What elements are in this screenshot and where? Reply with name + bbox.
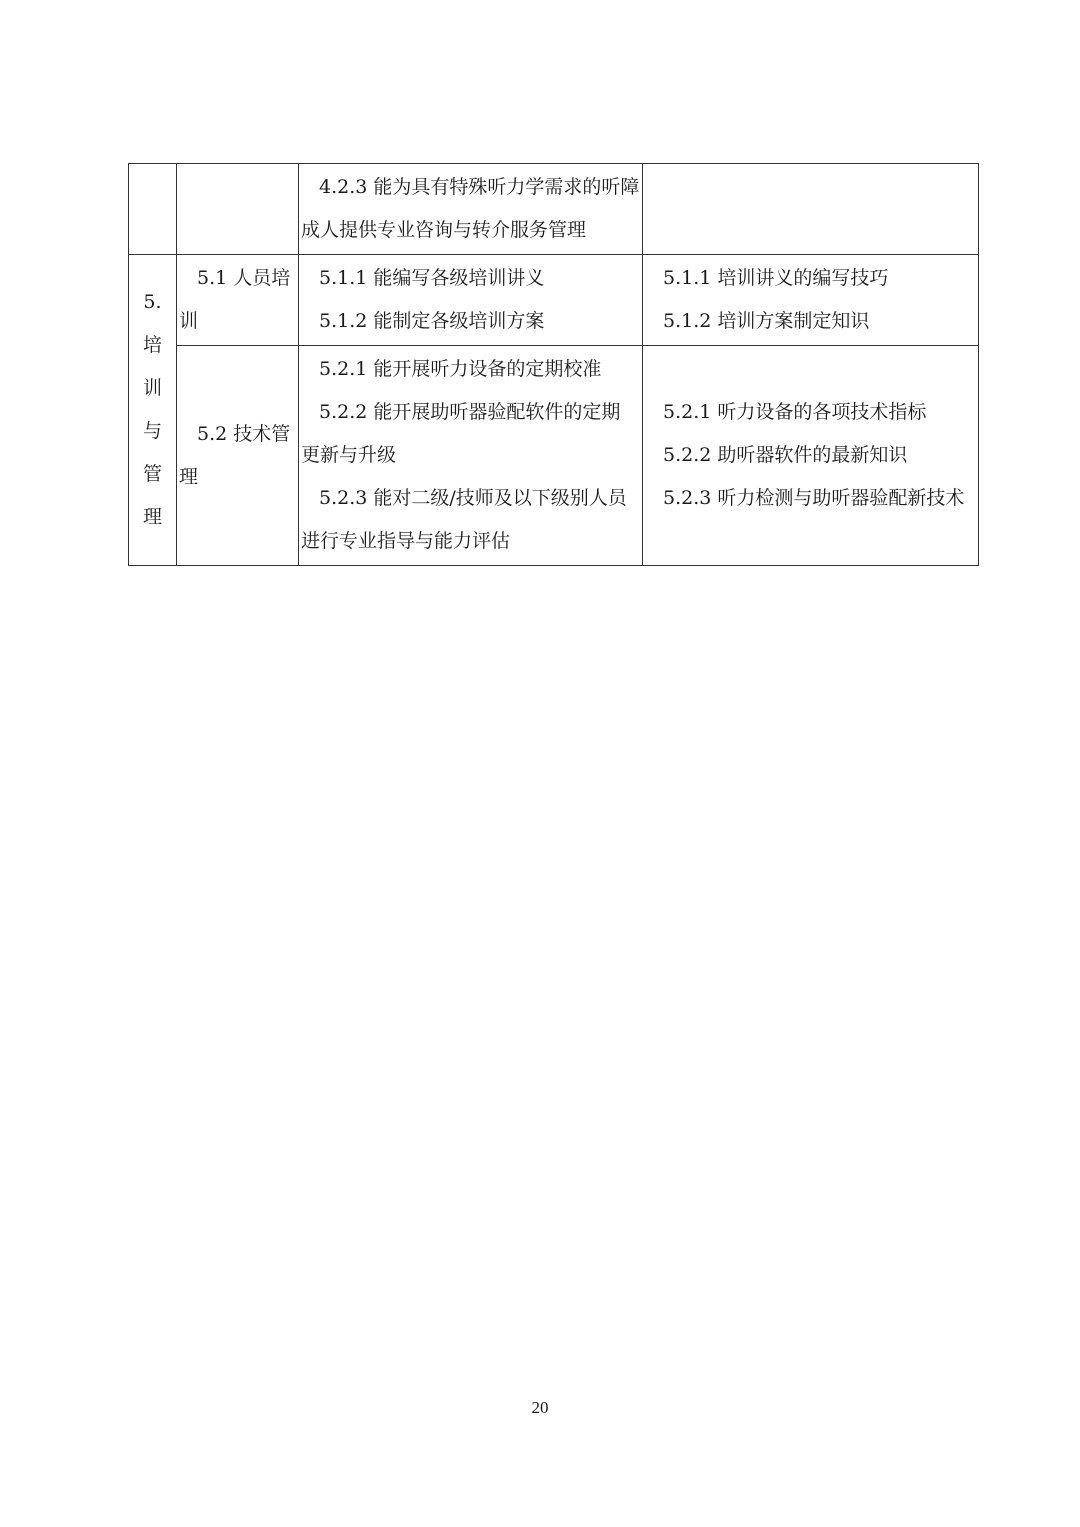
knowledge-text: 5.1.1 培训讲义的编写技巧 (663, 267, 889, 289)
skill-text: 4.2.3 能为具有特殊听力学需求的听障 (319, 176, 640, 198)
skill-cell (299, 164, 643, 255)
item-cell-empty (177, 164, 299, 255)
item-text: 5.1 人员培 (197, 267, 291, 289)
section-char: 理 (142, 506, 162, 528)
table-row (129, 255, 979, 346)
skill-text: 更新与升级 (301, 444, 397, 466)
skill-text: 5.2.2 能开展助听器验配软件的定期 (319, 401, 621, 423)
page-number: 20 (531, 1398, 549, 1417)
skill-text: 成人提供专业咨询与转介服务管理 (301, 219, 587, 241)
knowledge-text: 5.2.3 听力检测与助听器验配新技术 (663, 487, 965, 509)
item-text: 5.2 技术管 (197, 422, 291, 445)
skill-text: 进行专业指导与能力评估 (301, 530, 511, 552)
table-row (129, 164, 979, 255)
skill-text: 5.2.1 能开展听力设备的定期校准 (319, 358, 602, 380)
section-cell-empty (129, 164, 177, 255)
section-char: 培 (142, 334, 162, 356)
skill-text: 5.1.2 能制定各级培训方案 (319, 310, 545, 332)
skills-table (128, 163, 979, 566)
item-cell (177, 255, 299, 346)
skill-text: 5.1.1 能编写各级培训讲义 (319, 267, 545, 289)
item-cell (177, 346, 299, 566)
knowledge-text: 5.2.2 助听器软件的最新知识 (663, 444, 908, 466)
section-char: 5. (143, 291, 162, 313)
skill-cell (299, 346, 643, 566)
knowledge-text: 5.2.1 听力设备的各项技术指标 (663, 401, 927, 423)
section-char: 管 (142, 463, 162, 485)
section-char: 训 (142, 377, 162, 399)
item-text: 理 (179, 465, 199, 488)
knowledge-cell (643, 346, 979, 566)
table-row (129, 346, 979, 566)
knowledge-cell (643, 255, 979, 346)
section-char: 与 (142, 420, 162, 442)
knowledge-text: 5.1.2 培训方案制定知识 (663, 310, 870, 332)
skill-cell (299, 255, 643, 346)
item-text: 训 (179, 310, 199, 332)
knowledge-cell-empty (643, 164, 979, 255)
section-5-cell (129, 255, 177, 566)
skill-text: 5.2.3 能对二级/技师及以下级别人员 (319, 487, 627, 509)
